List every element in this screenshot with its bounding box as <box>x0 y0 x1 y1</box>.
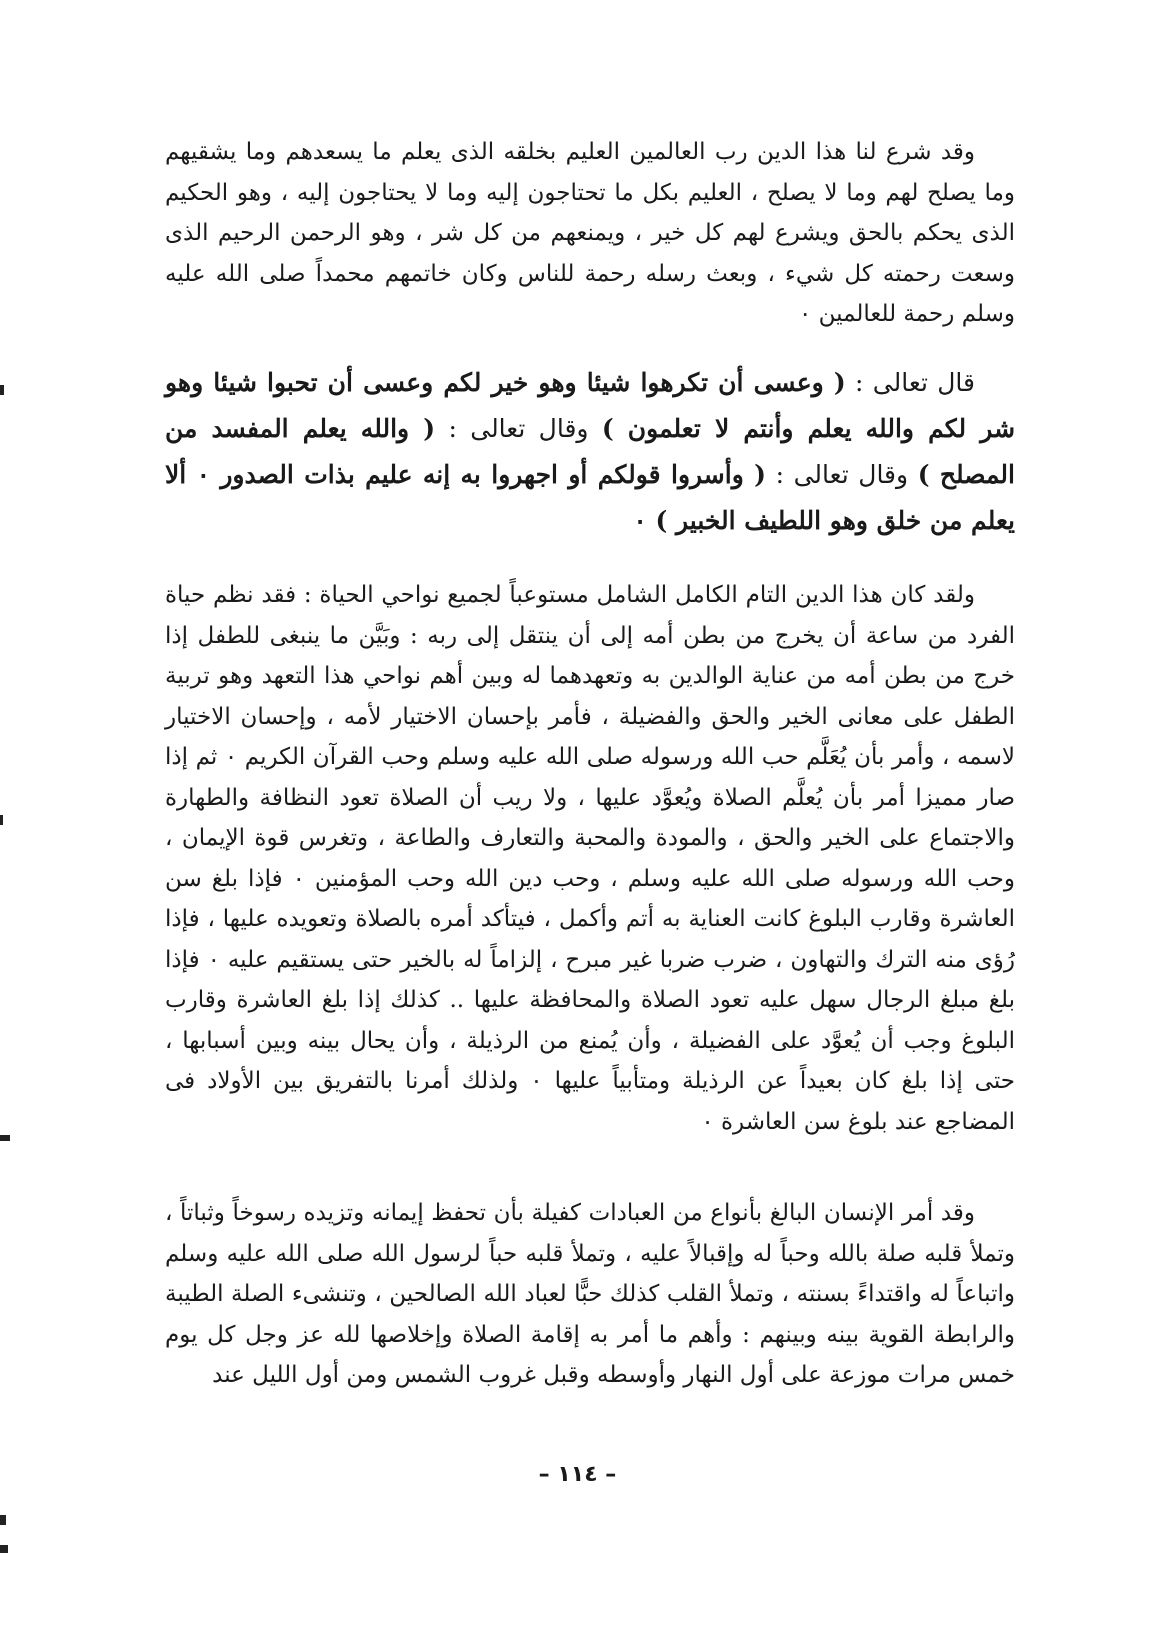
quran-quote-2: ( والله يعلم المفسد من المصلح ) <box>165 414 1015 489</box>
paragraph-2-quran-quotes <box>165 360 1015 544</box>
quran-quote-3: ( وأسروا قولكم أو اجهروا به إنه عليم بذات الصدور ٠ ألا يعلم من خلق وهو اللطيف الخبير ) ٠ <box>165 460 1015 535</box>
scan-edge-mark <box>0 815 3 825</box>
paragraph-3-text: ولقد كان هذا الدين التام الكامل الشامل مستوعباً لجميع نواحي الحياة : فقد نظم حياة الفرد من ساعة أن يخرج من بطن أمه إلى أن ينتقل إلى ربه : وبَيَّن ما ينبغى للطفل إذا خرج من بطن أمه من عناية الوالدين به وتعهدهما له وبين أهم نواحي هذا التعهد وهو تربية الطفل على معانى الخير والحق والفضيلة ، فأمر بإحسان الاختيار لأمه ، وإحسان الاختيار لاسمه ، وأمر بأن يُعَلَّم حب الله ورسوله صلى الله عليه وسلم وحب القرآن الكريم ٠ ثم إذا صار مميزا أمر بأن يُعلَّم الصلاة ويُعوَّد عليها ، ولا ريب أن الصلاة تعود النظافة والطهارة والاجتماع على الخير والحق ، والمودة والمحبة والتعارف والطاعة ، وتغرس قوة الإيمان ، وحب الله ورسوله صلى الله عليه وسلم ، وحب دين الله وحب المؤمنين ٠ فإذا بلغ سن العاشرة وقارب البلوغ كانت العناية به أتم وأكمل ، فيتأكد أمره بالصلاة وتعويده عليها ، فإذا رُؤى منه الترك والتهاون ، ضرب ضربا غير مبرح ، إلزاماً له بالخير حتى يستقيم عليه ٠ فإذا بلغ مبلغ الرجال سهل عليه تعود الصلاة والمحافظة عليها .. كذلك إذا بلغ العاشرة وقارب البلوغ وجب أن يُعوَّد على الفضيلة ، وأن يُمنع من الرذيلة ، وأن يحال بينه وبين أسبابها ، حتى إذا بلغ كان بعيداً عن الرذيلة ومتأبياً عليها ٠ ولذلك أمرنا بالتفريق بين الأولاد فى المضاجع عند بلوغ سن العاشرة ٠ <box>165 582 1015 1135</box>
quote-intro-text: قال تعالى : <box>845 368 975 397</box>
scan-edge-mark <box>0 1515 6 1525</box>
quote-connector-2: وقال تعالى : <box>765 460 918 489</box>
scan-edge-mark <box>0 1545 8 1553</box>
scan-edge-mark <box>0 385 4 395</box>
page-number: – ١١٤ – <box>538 1462 617 1487</box>
paragraph-1-text: وقد شرع لنا هذا الدين رب العالمين العليم بخلقه الذى يعلم ما يسعدهم وما يشقيهم وما يصلح لهم وما لا يصلح ، العليم بكل ما تحتاجون إليه وما لا يحتاجون إليه ، وهو الحكيم الذى يحكم بالحق ويشرع لهم كل خير ، ويمنعهم من كل شر ، وهو الرحمن الرحيم الذى وسعت رحمته كل شيء ، وبعث رسله رحمة للناس وكان خاتمهم محمداً صلى الله عليه وسلم رحمة للعالمين ٠ <box>165 139 1015 327</box>
quote-connector-1: وقال تعالى : <box>435 414 602 443</box>
quran-quote-1: ( وعسى أن تكرهوا شيئا وهو خير لكم وعسى أن تحبوا شيئا وهو شر لكم والله يعلم وأنتم لا تعلمون ) <box>165 368 1016 443</box>
scan-edge-mark <box>0 1135 10 1141</box>
paragraph-3 <box>165 575 1015 1142</box>
paragraph-4-text: وقد أمر الإنسان البالغ بأنواع من العبادات كفيلة بأن تحفظ إيمانه وتزيده رسوخاً وثباتاً ، وتملأ قلبه صلة بالله وحباً له وإقبالاً عليه ، وتملأ قلبه حباً لرسول الله صلى الله عليه وسلم واتباعاً له واقتداءً بسنته ، وتملأ القلب كذلك حبًّا لعباد الله الصالحين ، وتنشىء الصلة الطيبة والرابطة القوية بينه وبينهم : وأهم ما أمر به إقامة الصلاة وإخلاصها لله عز وجل كل يوم خمس مرات موزعة على أول النهار وأوسطه وقبل غروب الشمس ومن أول الليل عند <box>165 1200 1015 1388</box>
paragraph-4 <box>165 1193 1015 1396</box>
paragraph-1 <box>165 132 1015 335</box>
